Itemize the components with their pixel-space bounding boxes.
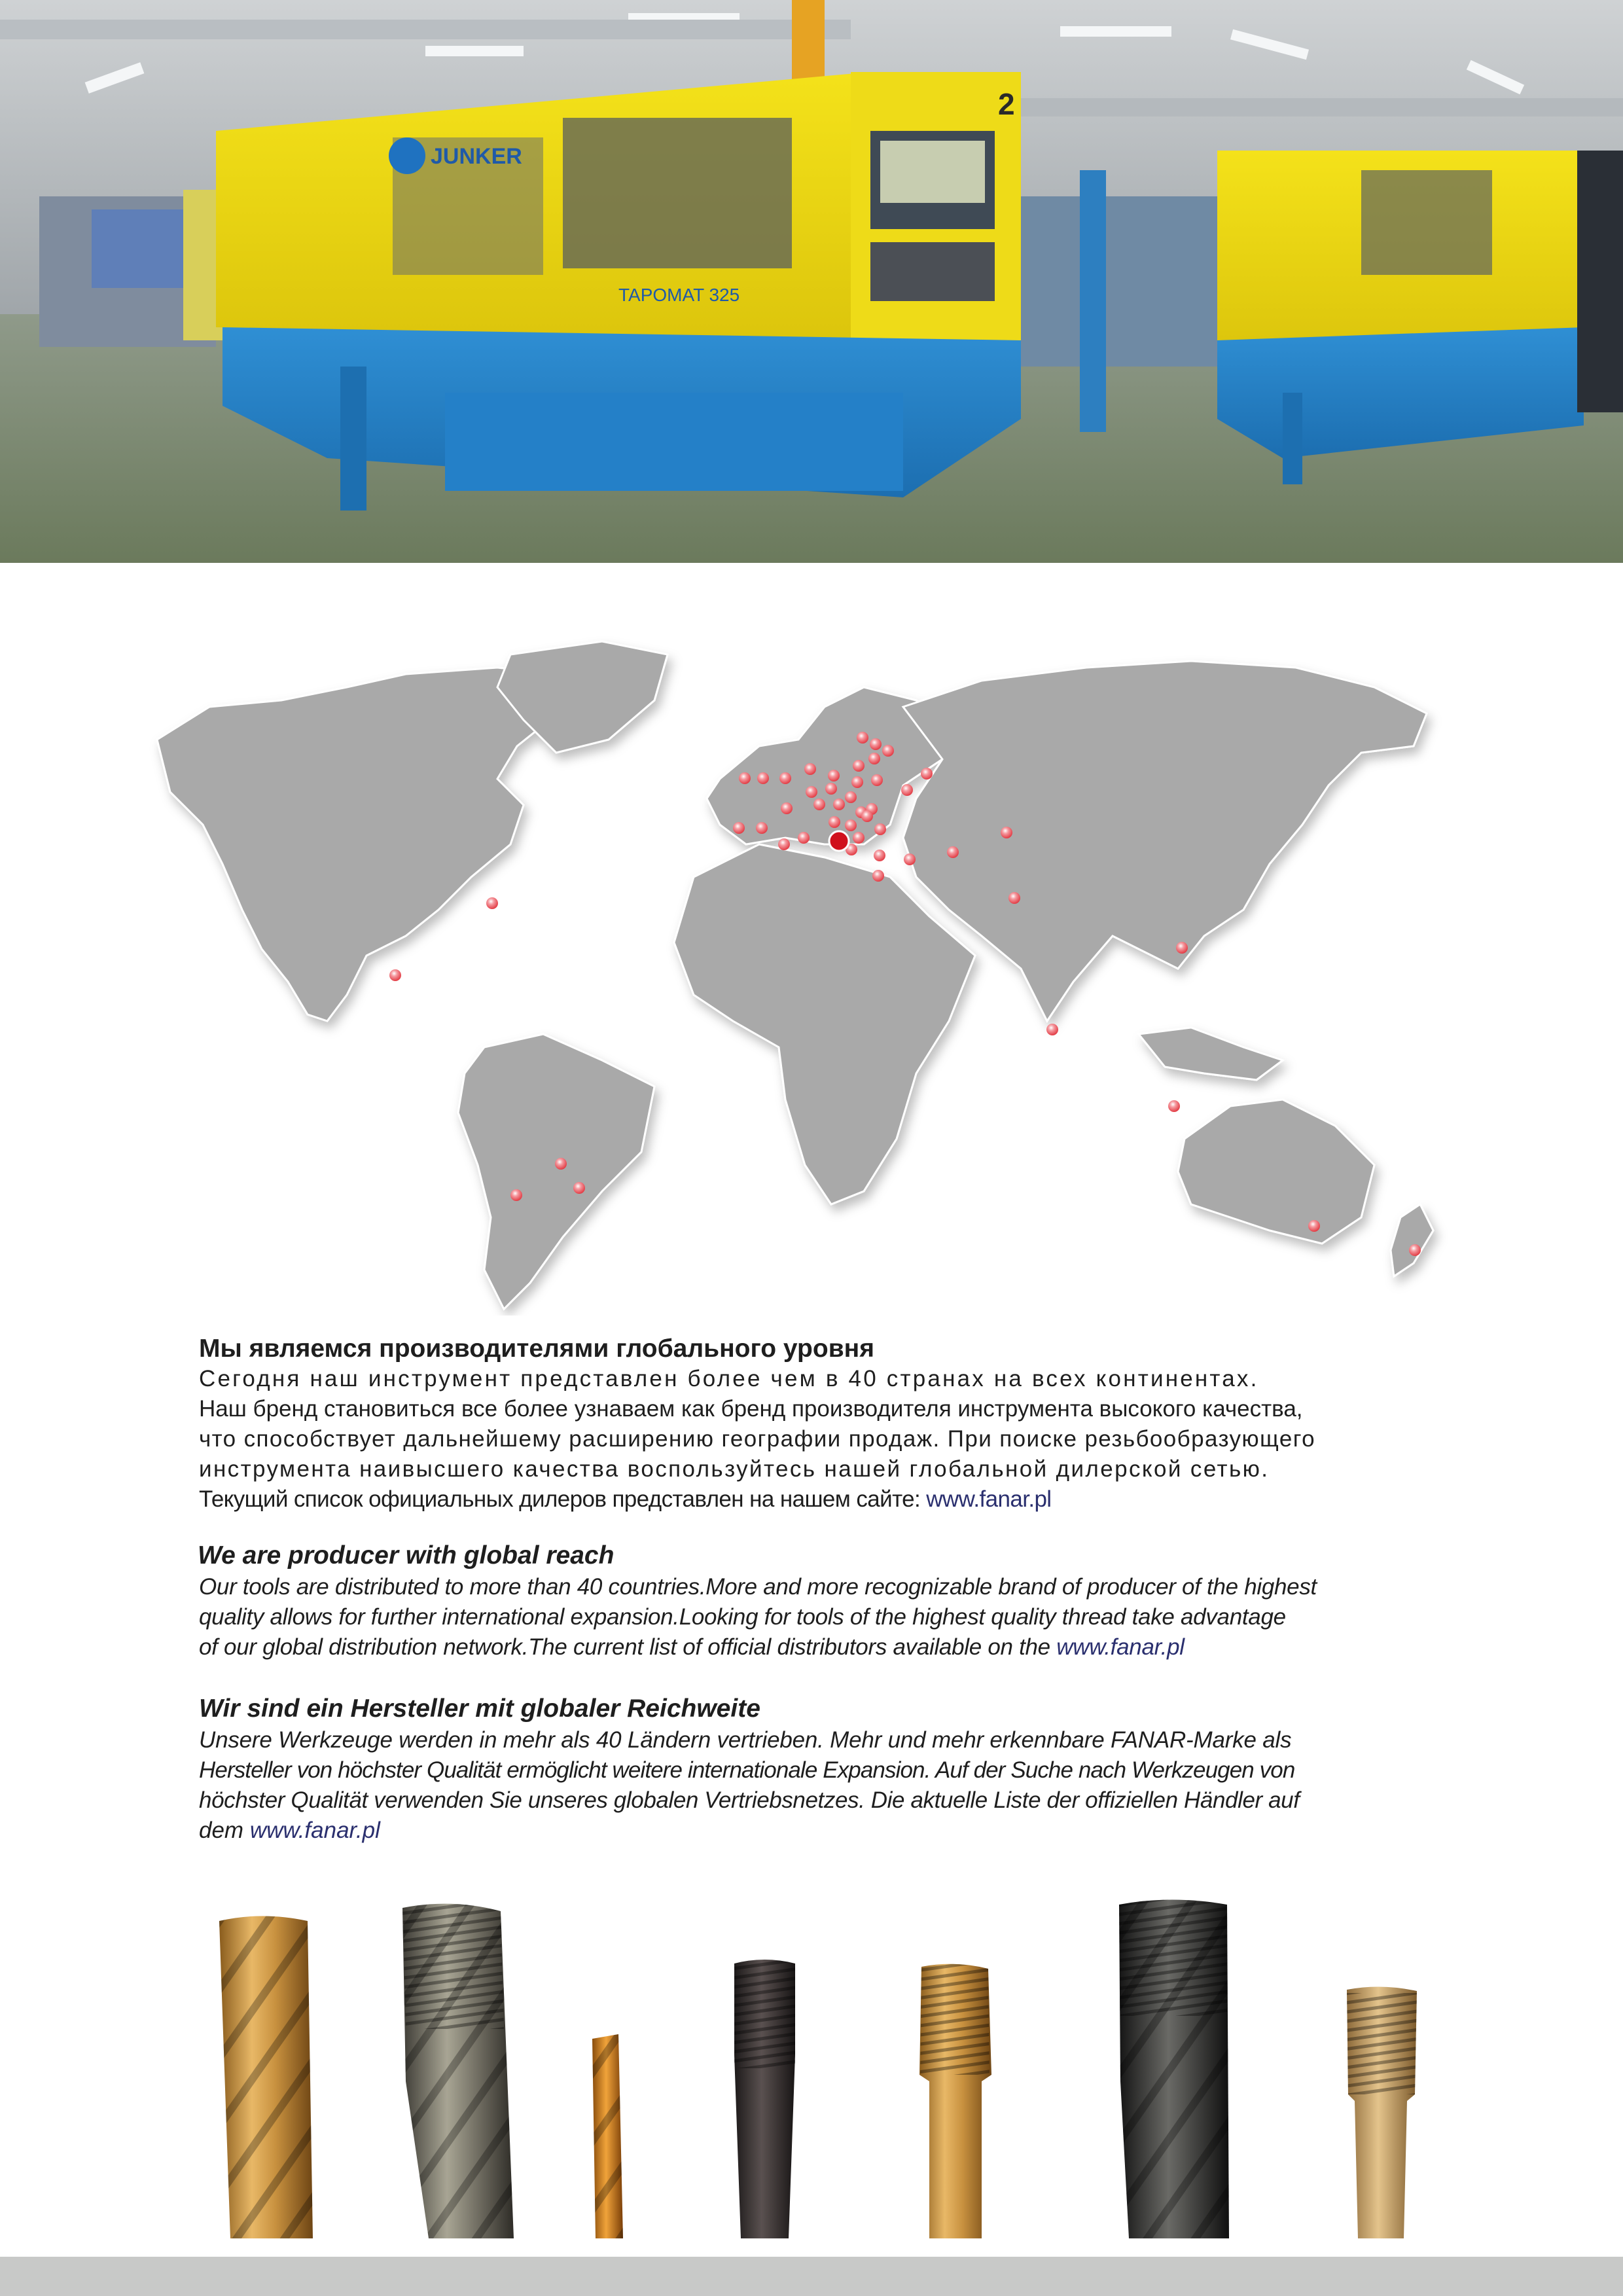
distributor-marker [1176,942,1188,954]
distributor-marker [861,810,873,822]
tap-tool-gold-straight [919,1964,991,2238]
footer-bar [0,2257,1623,2296]
continent-new-zealand [1391,1204,1433,1276]
factory-photo [0,0,1623,563]
section-de-last-line [199,1816,1423,1846]
section-en [199,1541,1423,1662]
section-ru-line: инструмента наивысшего качества воспользуйтесь нашей глобальной дилерской сетью. [199,1456,1270,1482]
distributor-marker [1308,1220,1320,1232]
machine-model: TAPOMAT 325 [618,285,740,305]
distributor-marker [853,832,865,844]
machine-brand: JUNKER [431,144,522,169]
distributor-marker [1046,1024,1058,1035]
section-en-last-text: of our global distribution network.The current list of official distributors available on the [199,1634,1057,1660]
distributor-marker [904,853,916,865]
distributor-marker [845,791,857,803]
distributor-marker [874,850,885,861]
distributor-marker [901,784,913,796]
distributor-marker [757,772,769,784]
fanar-link-ru[interactable]: www.fanar.pl [926,1486,1052,1512]
section-de-line: höchster Qualität verwenden Sie unseres globalen Vertriebsnetzes. Die aktuelle Liste der offiziellen Händler auf [199,1787,1300,1813]
section-ru-line: Сегодня наш инструмент представлен более чем в 40 странах на всех континентах. [199,1366,1259,1391]
continent-south-america [458,1034,654,1309]
distributor-marker [781,802,793,814]
distributor-marker [1001,827,1012,838]
distributor-marker [845,819,857,831]
section-ru-line: что способствует дальнейшему расширению географии продаж. При поиске резьбообразующего [199,1426,1315,1452]
distributor-marker [573,1182,585,1194]
fanar-link-en[interactable]: www.fanar.pl [1056,1634,1185,1660]
distributor-marker [825,783,837,795]
distributor-marker [804,763,816,775]
distributor-marker [874,823,886,835]
world-map [131,628,1505,1316]
continent-asia [903,661,1427,1021]
section-ru-last-text: Текущий список официальных дилеров представлен на нашем сайте: [199,1486,927,1512]
section-de [199,1694,1423,1846]
section-ru-heading: Мы являемся производителями глобального уровня [199,1335,874,1363]
distributor-marker [833,798,845,810]
section-ru [199,1334,1423,1515]
distributor-marker [872,870,884,882]
section-en-heading: We are producer with global reach [198,1541,615,1570]
distributor-marker [870,738,882,750]
distributor-marker [1008,892,1020,904]
section-ru-line: Наш бренд становиться все более узнаваем как бренд производителя инструмента высокого качества, [199,1396,1303,1422]
section-en-line: Our tools are distributed to more than 40 countries.More and more recognizable brand of producer of the highest [199,1574,1317,1600]
distributor-marker [555,1158,567,1170]
tap-tool-bronze-forming [1347,1986,1417,2238]
distributor-marker [756,822,768,834]
headquarters [829,831,849,851]
section-de-line: Hersteller von höchster Qualität ermöglicht weitere internationale Expansion. Auf der Suche nach Werkzeugen von [199,1757,1295,1783]
section-en-line: quality allows for further international expansion.Looking for tools of the highest quality thread take advantage [199,1604,1286,1630]
distributor-marker [779,772,791,784]
distributor-marker [389,969,401,981]
continent-north-america [157,668,576,1021]
distributor-marker [882,745,894,757]
tap-tool-gold-spiral [219,1916,313,2239]
fanar-link-de[interactable]: www.fanar.pl [249,1818,380,1843]
continent-indonesia [1139,1028,1283,1080]
distributor-marker [1168,1100,1180,1112]
distributor-marker [806,786,817,798]
continent-australia [1178,1100,1374,1244]
section-en-last-line [199,1632,1423,1662]
distributor-marker [921,768,933,780]
distributor-marker [510,1189,522,1201]
distributor-marker [853,760,865,772]
distributor-marker [486,897,498,909]
tap-tools-row [0,1885,1623,2258]
section-de-last-text: dem [199,1818,250,1843]
distributor-marker [868,753,880,764]
distributor-marker [739,772,751,784]
section-de-line: Unsere Werkzeuge werden in mehr als 40 Ländern vertrieben. Mehr und mehr erkennbare FANAR-Marke als [199,1727,1292,1753]
machine-number: 2 [998,87,1015,121]
continent-africa [674,844,975,1204]
distributor-marker [829,816,840,828]
tap-tool-steel-spiral [402,1904,514,2238]
distributor-marker [851,776,863,788]
section-de-heading: Wir sind ein Hersteller mit globaler Reichweite [199,1695,760,1723]
tap-tool-dark-straight [734,1960,795,2238]
tap-tool-black-spiral [1119,1900,1229,2239]
distributor-marker [857,732,868,744]
distributor-marker [947,846,959,858]
distributor-marker [733,822,745,834]
tap-tool-orange-spiral [592,2034,623,2238]
distributor-marker [871,774,883,786]
section-ru-last-line [199,1484,1423,1515]
distributor-marker [828,770,840,781]
distributor-marker [813,798,825,810]
distributor-marker [1409,1244,1421,1256]
distributor-marker [798,832,810,844]
distributor-marker [778,838,790,850]
